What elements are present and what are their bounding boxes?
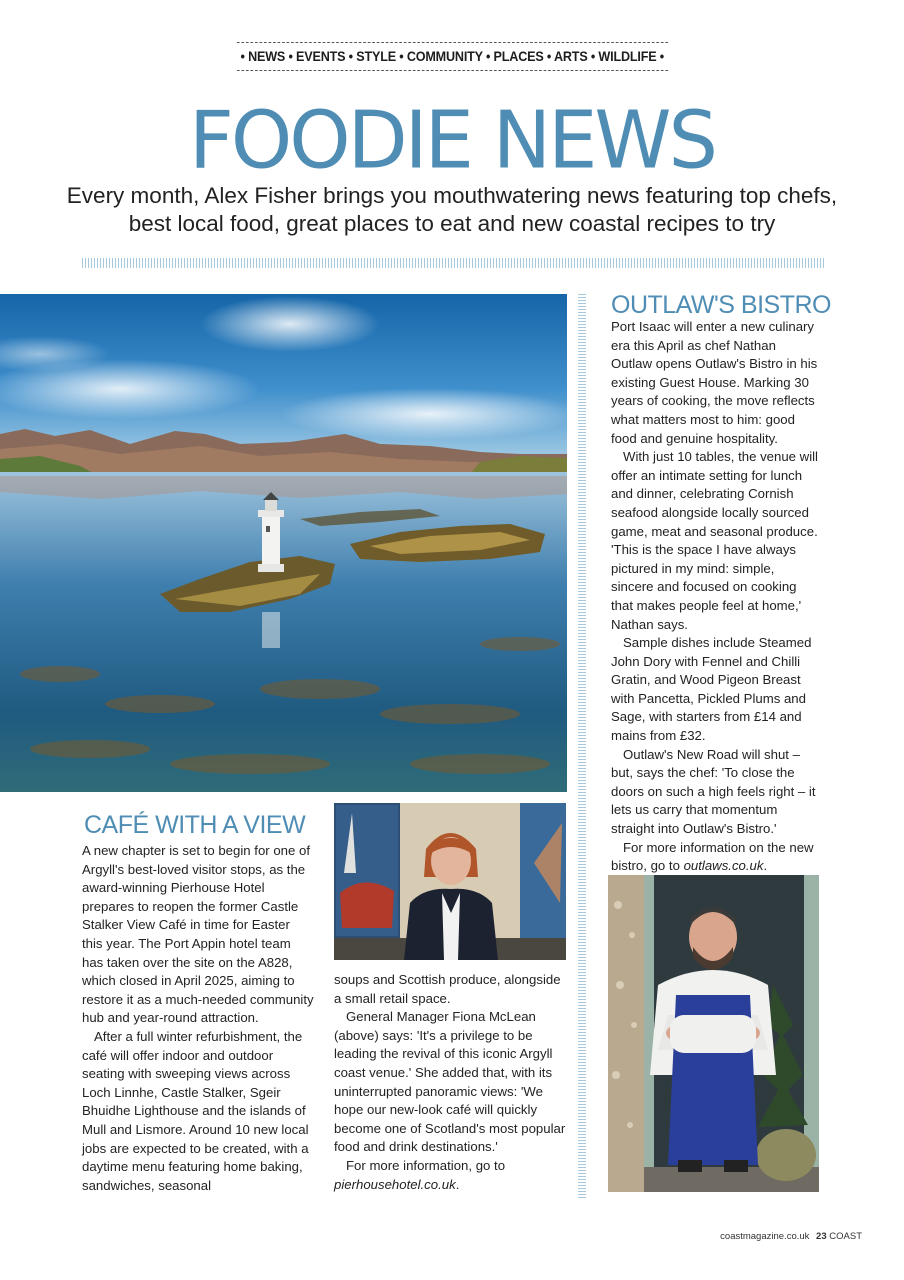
page-title: FOODIE NEWS xyxy=(188,95,716,187)
bistro-paragraph-3: Sample dishes include Steamed John Dory with Fennel and Chilli Gratin, and Wood Pigeon Breast with Pancetta, Pickled Plums and Sage, with starters from £14 and mains from £32. xyxy=(611,635,812,744)
bistro-website-link[interactable]: outlaws.co.uk xyxy=(683,858,764,874)
bistro-more-info-text: For more information on the new bistro, go to xyxy=(611,839,814,874)
cafe-paragraph-1: A new chapter is set to begin for one of Argyll's best-loved visitor stops, as the award-winning Pierhouse Hotel prepares to reopen the former Castle Stalker View Café in time for Easter this year. The Port Appin hotel team has taken over the site on the A828, which closed in April 2025, aiming to restore it as a much-needed community hub and year-round attraction. xyxy=(82,843,314,1026)
footer-brand: COAST xyxy=(829,1231,862,1242)
chef-nathan-outlaw-photo xyxy=(608,875,819,1192)
page-number: 23 xyxy=(816,1231,827,1242)
cafe-article-column-1 xyxy=(82,842,314,1195)
cafe-more-info-end: . xyxy=(455,1176,460,1192)
cafe-paragraph-2: After a full winter refurbishment, the café will offer indoor and outdoor seating with sweeping views across Loch Linnhe, Castle Stalker, Sgeir Bhuidhe Lighthouse and the islands of Mull and Lismore. Around 10 new local jobs are expected to be created, with a daytime menu featuring home baking, sandwiches, seasonal xyxy=(82,1028,309,1193)
decorative-rule xyxy=(82,258,824,268)
page-subtitle: Every month, Alex Fisher brings you mouthwatering news featuring top chefs, best local food, great places to eat and new coastal recipes to try xyxy=(66,183,838,236)
bistro-paragraph-1: Port Isaac will enter a new culinary era this April as chef Nathan Outlaw opens Outlaw's Bistro in his existing Guest House. Marking 30 years of cooking, the move reflects what matters most to him: good food and genuine hospitality. xyxy=(611,319,818,446)
bistro-more-info-end: . xyxy=(763,858,768,874)
footer-site: coastmagazine.co.uk xyxy=(720,1231,810,1242)
category-nav xyxy=(0,42,904,71)
fiona-mclean-photo xyxy=(334,803,566,960)
cafe-paragraph-2-continued: soups and Scottish produce, alongside a small retail space. xyxy=(334,972,561,1006)
cafe-heading: CAFÉ WITH A VIEW xyxy=(84,811,306,839)
bistro-heading: OUTLAW'S BISTRO xyxy=(611,291,831,319)
page-footer xyxy=(600,1231,862,1242)
cafe-paragraph-3: General Manager Fiona McLean (above) says: 'It's a privilege to be leading the revival of this iconic Argyll coast venue.' She added that, with its uninterrupted panoramic views: 'We hope our new-look café will quickly become one of Scotland's most popular food and drink destinations.' xyxy=(334,1009,566,1155)
cafe-article-column-2 xyxy=(334,971,570,1194)
cafe-website-link[interactable]: pierhousehotel.co.uk xyxy=(334,1176,456,1192)
cafe-paragraph-4 xyxy=(334,1157,570,1194)
bistro-article xyxy=(611,318,819,876)
lighthouse-loch-photo xyxy=(0,294,567,792)
cafe-more-info-text: For more information, go to xyxy=(346,1157,506,1173)
category-nav-line: • NEWS • EVENTS • STYLE • COMMUNITY • PLACES • ARTS • WILDLIFE • xyxy=(237,42,668,71)
bistro-paragraph-5 xyxy=(611,839,819,876)
bistro-paragraph-4: Outlaw's New Road will shut – but, says the chef: 'To close the doors on such a high feels right – it lets us carry that momentum straight into Outlaw's Bistro.' xyxy=(611,746,816,837)
column-divider xyxy=(578,294,586,1198)
bistro-paragraph-2: With just 10 tables, the venue will offer an intimate setting for lunch and dinner, celebrating Cornish seafood alongside locally sourced game, meat and seasonal produce. 'This is the space I have always pictured in my mind: simple, sincere and focused on cooking that makes people feel at home,' Nathan says. xyxy=(611,449,818,632)
